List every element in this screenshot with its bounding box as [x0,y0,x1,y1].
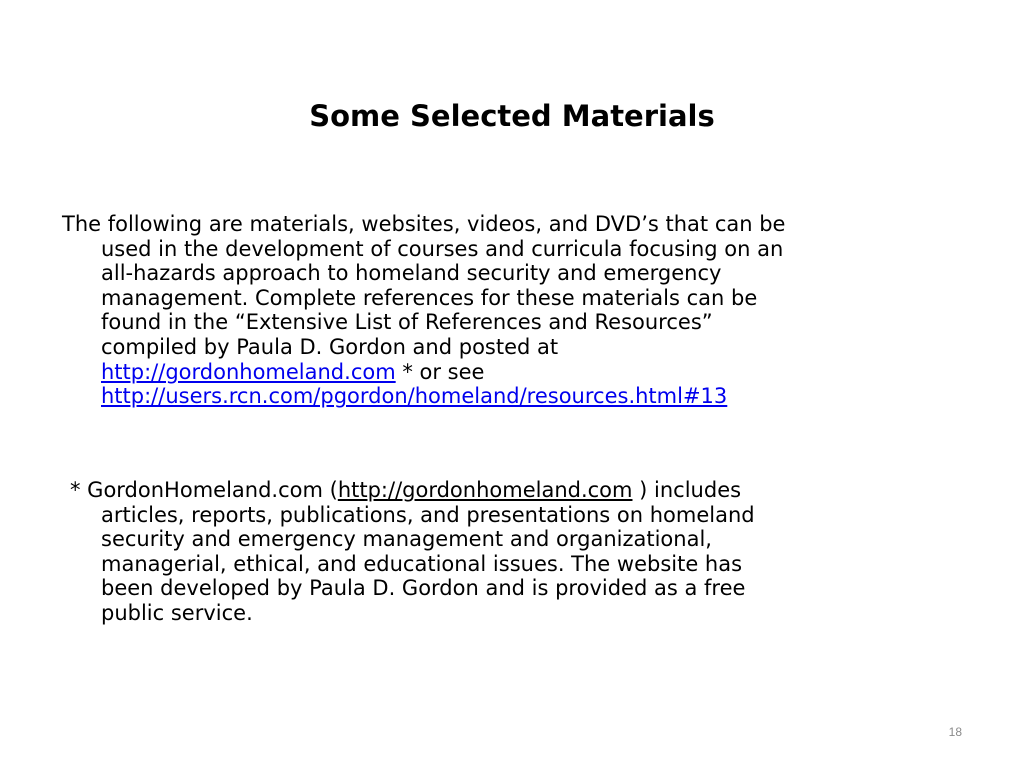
note-prefix: * GordonHomeland.com ( [70,478,338,502]
intro-line-1: The following are materials, websites, videos, and DVD’s that can be [62,212,786,236]
or-see-text: * or see [395,359,485,384]
intro-line-6: compiled by Paula D. Gordon and posted at [101,334,559,359]
intro-line-7 [62,360,962,385]
intro-line-3: all-hazards approach to homeland security and emergency [101,261,722,286]
note-line-5: been developed by Paula D. Gordon and is provided as a free [101,576,746,601]
intro-line-5: found in the “Extensive List of References and Resources” [101,310,713,335]
note-line-2: articles, reports, publications, and presentations on homeland [101,502,755,527]
note-line-3: security and emergency management and organizational, [101,527,712,552]
slide-title: Some Selected Materials [309,99,715,133]
intro-line-2: used in the development of courses and curricula focusing on an [101,236,784,261]
note-line-6: public service. [101,600,253,625]
gordonhomeland-link[interactable]: http://gordonhomeland.com [101,359,396,384]
intro-line-8 [62,384,962,409]
note-suffix: ) includes [632,478,742,502]
page-number: 18 [948,725,962,739]
intro-line-4: management. Complete references for these materials can be [101,285,758,310]
note-line-1 [70,478,970,503]
gordonhomeland-note-link[interactable]: http://gordonhomeland.com [337,478,633,502]
resources-link[interactable]: http://users.rcn.com/pgordon/homeland/resources.html#13 [101,384,728,409]
intro-paragraph [62,212,962,409]
note-line-4: managerial, ethical, and educational issues. The website has [101,551,743,576]
footnote-paragraph [70,478,970,626]
